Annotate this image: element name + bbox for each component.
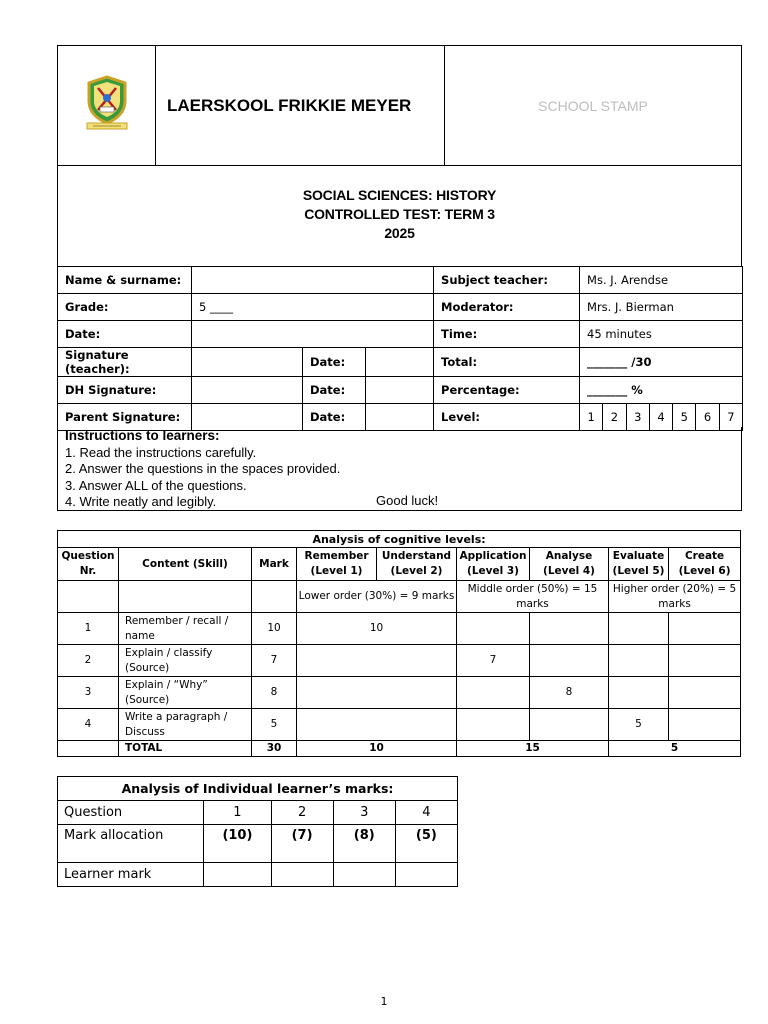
skill-text: Explain / “Why” (Source) (119, 677, 252, 709)
instruction-line: 1. Read the instructions carefully. (65, 444, 257, 460)
analyse-value (530, 709, 609, 741)
time-label: Time: (434, 321, 580, 348)
lower-order-value: 10 (297, 613, 457, 645)
name-label: Name & surname: (58, 267, 192, 294)
analyse-value (530, 645, 609, 677)
subject-teacher-value: Ms. J. Arendse (580, 267, 743, 294)
test-title: CONTROLLED TEST: TERM 3 (304, 206, 495, 222)
parent-signature-label: Parent Signature: (58, 404, 192, 431)
cognitive-table-caption: Analysis of cognitive levels: (58, 531, 741, 548)
create-value (669, 613, 741, 645)
question-number: 4 (395, 801, 457, 825)
test-year: 2025 (384, 225, 415, 241)
learner-mark-field[interactable] (204, 863, 271, 887)
application-value (457, 677, 530, 709)
total-middle-order: 15 (457, 741, 609, 757)
cognitive-levels-table (57, 530, 741, 757)
percentage-value[interactable]: _______ % (580, 377, 743, 404)
level-option[interactable]: 3 (626, 404, 649, 430)
level-option[interactable]: 7 (719, 404, 742, 430)
lower-order-value (297, 645, 457, 677)
learner-mark-field[interactable] (395, 863, 457, 887)
empty-cell (58, 581, 119, 613)
table-row (58, 677, 741, 709)
middle-order-note: Middle order (50%) = 15 marks (457, 581, 609, 613)
teacher-signature-field[interactable] (192, 348, 303, 377)
evaluate-value (609, 677, 669, 709)
teacher-signature-label: Signature (teacher): (58, 348, 192, 377)
col-create-header: Create (Level 6) (669, 548, 741, 581)
school-logo-cell (58, 46, 156, 166)
level-option[interactable]: 1 (587, 410, 595, 424)
teacher-signature-date-field[interactable] (366, 348, 434, 377)
marks-table-caption: Analysis of Individual learner’s marks: (58, 777, 458, 801)
level-option[interactable]: 6 (695, 404, 718, 430)
col-analyse-header: Analyse (Level 4) (530, 548, 609, 581)
school-crest-icon (84, 74, 130, 132)
mark-allocation-value: (5) (395, 825, 457, 863)
total-value[interactable]: _______ /30 (580, 348, 743, 377)
instruction-line: 4. Write neatly and legibly. (65, 494, 217, 509)
page-number: 1 (380, 995, 388, 1008)
create-value (669, 677, 741, 709)
dh-signature-date-field[interactable] (366, 377, 434, 404)
date-field[interactable] (192, 321, 434, 348)
evaluate-value (609, 613, 669, 645)
total-label: Total: (434, 348, 580, 377)
good-luck-text: Good luck! (376, 492, 439, 508)
table-row (58, 645, 741, 677)
create-value (669, 709, 741, 741)
name-field[interactable] (192, 267, 434, 294)
test-title-box (57, 164, 742, 267)
lower-order-value (297, 709, 457, 741)
col-question-header: Question Nr. (58, 548, 119, 581)
application-value: 7 (457, 645, 530, 677)
moderator-value: Mrs. J. Bierman (580, 294, 743, 321)
parent-signature-date-label: Date: (303, 404, 366, 431)
analyse-value (530, 613, 609, 645)
header-table (57, 45, 742, 166)
create-value (669, 645, 741, 677)
col-mark-header: Mark (252, 548, 297, 581)
time-value: 45 minutes (580, 321, 743, 348)
application-value (457, 613, 530, 645)
col-remember-header: Remember (Level 1) (297, 548, 377, 581)
col-content-header: Content (Skill) (119, 548, 252, 581)
learner-info-table (57, 266, 743, 431)
question-number: 2 (58, 645, 119, 677)
mark-value: 5 (252, 709, 297, 741)
grade-field[interactable]: 5 ____ (192, 294, 434, 321)
learner-marks-table (57, 776, 458, 887)
instruction-line: 2. Answer the questions in the spaces provided. (65, 461, 341, 476)
question-row-label: Question (58, 801, 204, 825)
evaluate-value (609, 645, 669, 677)
table-row (58, 709, 741, 741)
question-number: 3 (58, 677, 119, 709)
instruction-line: 3. Answer ALL of the questions. (65, 477, 247, 493)
school-name: LAERSKOOL FRIKKIE MEYER (156, 46, 445, 166)
empty-cell (252, 581, 297, 613)
lower-order-value (297, 677, 457, 709)
skill-text: Remember / recall / name (119, 613, 252, 645)
learner-mark-label: Learner mark (58, 863, 204, 887)
col-application-header: Application (Level 3) (457, 548, 530, 581)
total-label: TOTAL (119, 741, 252, 757)
instructions-title: Instructions to learners: (65, 428, 220, 443)
teacher-signature-date-label: Date: (303, 348, 366, 377)
subject-title: SOCIAL SCIENCES: HISTORY (302, 187, 497, 203)
empty-cell (58, 741, 119, 757)
percentage-label: Percentage: (434, 377, 580, 404)
evaluate-value: 5 (609, 709, 669, 741)
level-label: Level: (434, 404, 580, 431)
instructions-box (57, 427, 742, 511)
question-number: 1 (204, 801, 271, 825)
grade-label: Grade: (58, 294, 192, 321)
moderator-label: Moderator: (434, 294, 580, 321)
lower-order-note: Lower order (30%) = 9 marks (297, 581, 457, 613)
mark-allocation-label: Mark allocation (58, 825, 204, 863)
question-number: 4 (58, 709, 119, 741)
question-number: 3 (333, 801, 395, 825)
level-option[interactable]: 2 (602, 404, 625, 430)
mark-value: 8 (252, 677, 297, 709)
mark-value: 7 (252, 645, 297, 677)
school-stamp-placeholder: SCHOOL STAMP (445, 46, 742, 166)
table-row (58, 613, 741, 645)
question-number: 1 (58, 613, 119, 645)
subject-teacher-label: Subject teacher: (434, 267, 580, 294)
dh-signature-field[interactable] (192, 377, 303, 404)
analyse-value: 8 (530, 677, 609, 709)
empty-cell (119, 581, 252, 613)
mark-value: 10 (252, 613, 297, 645)
col-evaluate-header: Evaluate (Level 5) (609, 548, 669, 581)
question-number: 2 (271, 801, 333, 825)
learner-mark-field[interactable] (333, 863, 395, 887)
application-value (457, 709, 530, 741)
mark-allocation-value: (8) (333, 825, 395, 863)
total-higher-order: 5 (609, 741, 741, 757)
mark-allocation-value: (7) (271, 825, 333, 863)
level-option[interactable]: 4 (649, 404, 672, 430)
date-label: Date: (58, 321, 192, 348)
col-understand-header: Understand (Level 2) (377, 548, 457, 581)
dh-signature-label: DH Signature: (58, 377, 192, 404)
learner-mark-field[interactable] (271, 863, 333, 887)
skill-text: Write a paragraph / Discuss (119, 709, 252, 741)
higher-order-note: Higher order (20%) = 5 marks (609, 581, 741, 613)
mark-allocation-value: (10) (204, 825, 271, 863)
total-lower-order: 10 (297, 741, 457, 757)
dh-signature-date-label: Date: (303, 377, 366, 404)
skill-text: Explain / classify (Source) (119, 645, 252, 677)
total-row (58, 741, 741, 757)
level-option[interactable]: 5 (672, 404, 695, 430)
total-mark: 30 (252, 741, 297, 757)
